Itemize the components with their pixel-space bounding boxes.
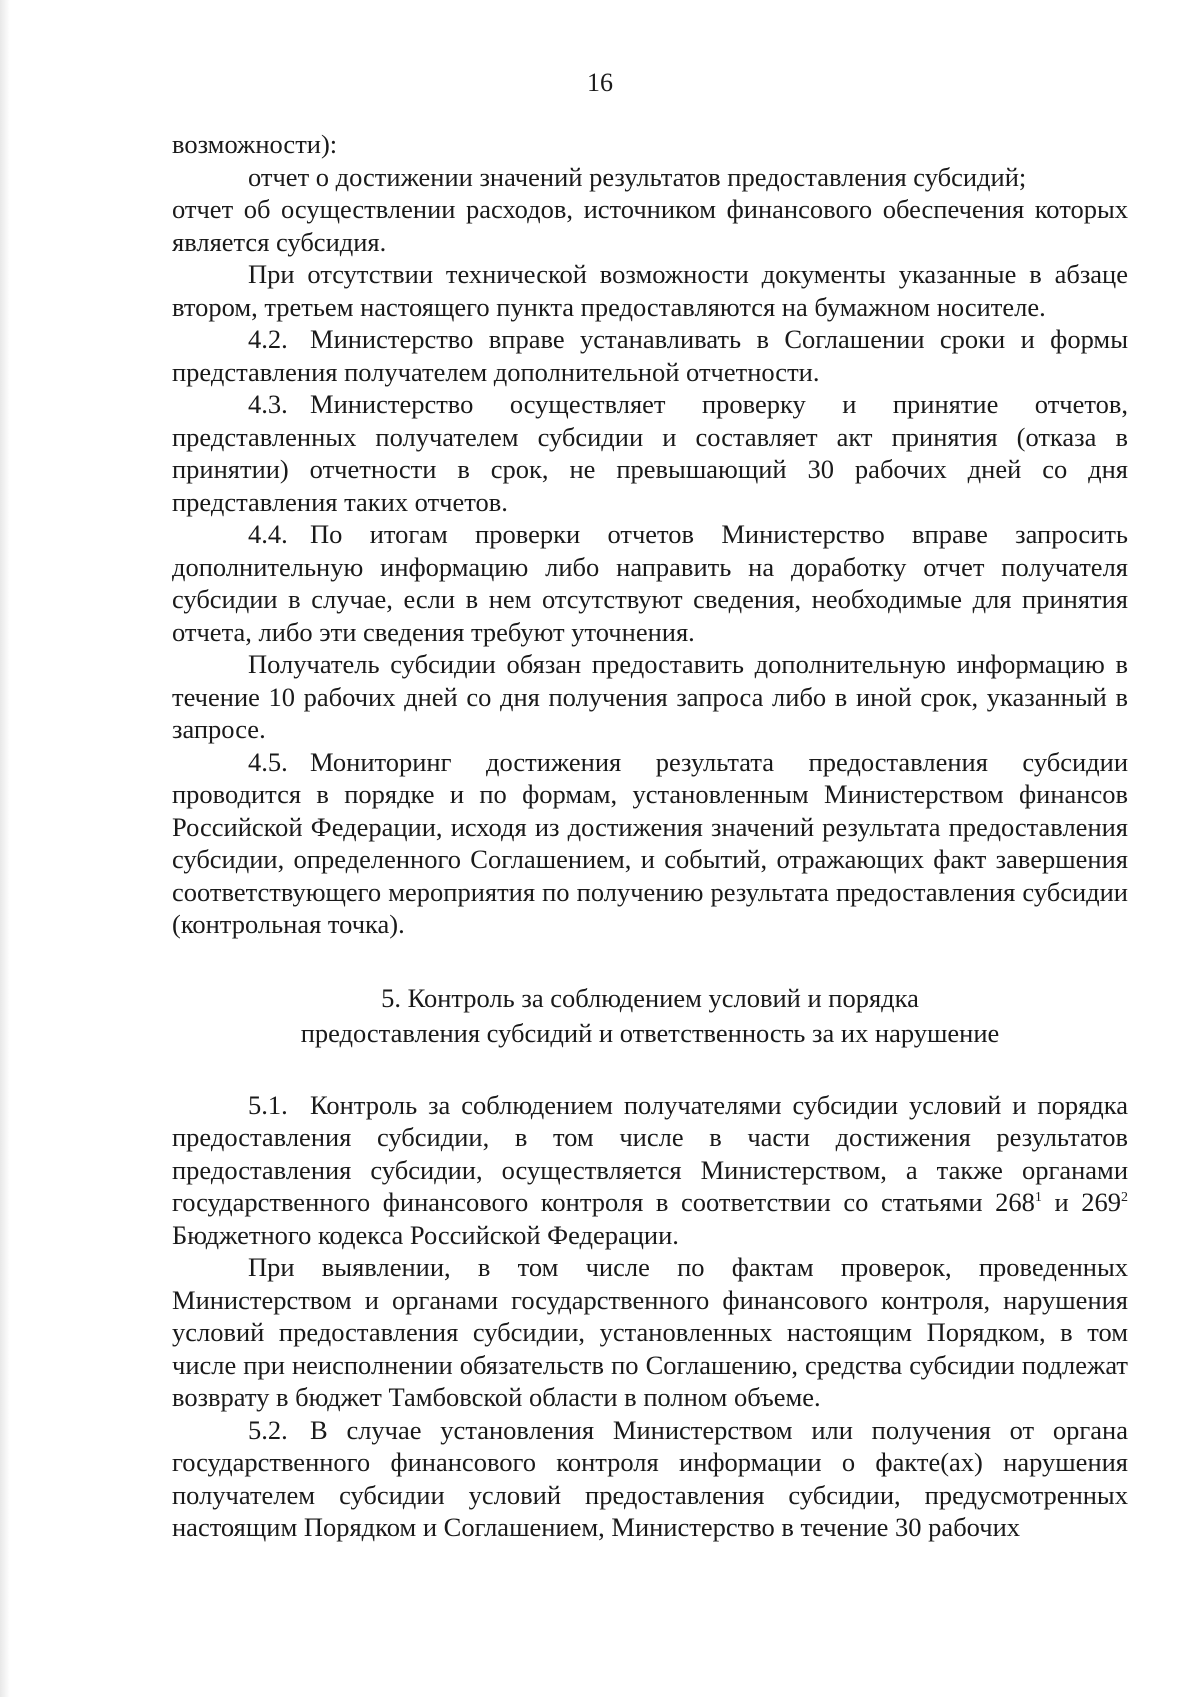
paragraph-5-1: [172, 1089, 1128, 1252]
paragraph-report-results: отчет о достижении значений результатов предоставления субсидий;: [248, 161, 1027, 192]
paragraph-4-3: [172, 388, 1128, 518]
clause-number: 5.2.: [248, 1414, 288, 1445]
page-number: 16: [587, 68, 613, 97]
clause-number: 4.5.: [248, 746, 288, 777]
heading-line-2: предоставления субсидий и ответственность за их нарушение: [300, 1017, 1000, 1048]
clause-text-c: Бюджетного кодекса Российской Федерации.: [172, 1219, 679, 1250]
paragraph-4-4: [172, 518, 1128, 648]
paragraph-violation-refund: При выявлении, в том числе по фактам проверок, проведенных Министерством и органами государственного финансового контроля, нарушения условий предоставления субсидии, установленных настоящим Порядком, в том числе при неисполнении обязательств по Соглашению, средства субсидии подлежат возврату в бюджет Тамбовской области в полном объеме.: [172, 1252, 1128, 1412]
clause-text: Министерство вправе устанавливать в Соглашении сроки и формы представления получателем дополнительной отчетности.: [172, 324, 1128, 387]
clause-text: В случае установления Министерством или получения от органа государственного финансового контроля информации о факте(ах) нарушения получателем субсидии условий предоставления субсидии, предусмотренных настоящим Порядком и Соглашением, Министерство в течение 30 рабочих: [172, 1414, 1128, 1542]
paragraph-continuation: возможности):: [172, 129, 338, 159]
clause-number: 4.4.: [248, 519, 288, 549]
paragraph-report-expenses: отчет об осуществлении расходов, источником финансового обеспечения которых является субсидия.: [172, 194, 1128, 257]
clause-number: 5.1.: [248, 1089, 288, 1120]
clause-text-b: и 269: [1041, 1187, 1121, 1217]
clause-text: Мониторинг достижения результата предоставления субсидии проводится в порядке и по формам, установленным Министерством финансов Российской Федерации, исходя из достижения значений результата предоставления субсидии, определенного Соглашением, и событий, отражающих факт завершения соответствующего мероприятия по получению результата предоставления субсидии (контрольная точка).: [172, 746, 1128, 939]
paragraph-recipient-obligation: Получатель субсидии обязан предоставить дополнительную информацию в течение 10 рабочих дней со дня получения запроса либо в иной срок, указанный в запросе.: [172, 649, 1128, 744]
clause-number: 4.3.: [248, 389, 288, 419]
superscript-1: 1: [1034, 1190, 1042, 1205]
paragraph-5-2: [172, 1414, 1128, 1544]
clause-text: По итогам проверки отчетов Министерство вправе запросить дополнительную информацию либо направить на доработку отчет получателя субсидии в случае, если в нем отсутствуют сведения, необходимые для принятия отчета, либо эти сведения требуют уточнения.: [172, 519, 1128, 647]
clause-text: Министерство осуществляет проверку и принятие отчетов, представленных получателем субсидии и составляет акт принятия (отказа в принятии) отчетности в срок, не превышающий 30 рабочих дней со дня представления таких отчетов.: [172, 389, 1128, 517]
paragraph-4-2: [172, 323, 1128, 388]
clause-text-a: Контроль за соблюдением получателями субсидии условий и порядка предоставления субсидии, в том числе в части достижения результатов предоставления субсидии, осуществляется Министерством, а также органами государственного финансового контроля в соответствии со статьями 268: [172, 1089, 1128, 1217]
clause-number: 4.2.: [248, 324, 288, 354]
superscript-2: 2: [1121, 1190, 1128, 1205]
document-body: [172, 128, 1128, 1544]
section-heading-5: [172, 981, 1128, 1051]
paragraph-paper-submission: При отсутствии технической возможности документы указанные в абзаце втором, третьем настоящего пункта предоставляются на бумажном носителе.: [172, 259, 1128, 322]
heading-line-1: 5. Контроль за соблюдением условий и порядка: [381, 982, 919, 1013]
paragraph-4-5: [172, 746, 1128, 941]
scan-edge: [0, 0, 10, 1697]
